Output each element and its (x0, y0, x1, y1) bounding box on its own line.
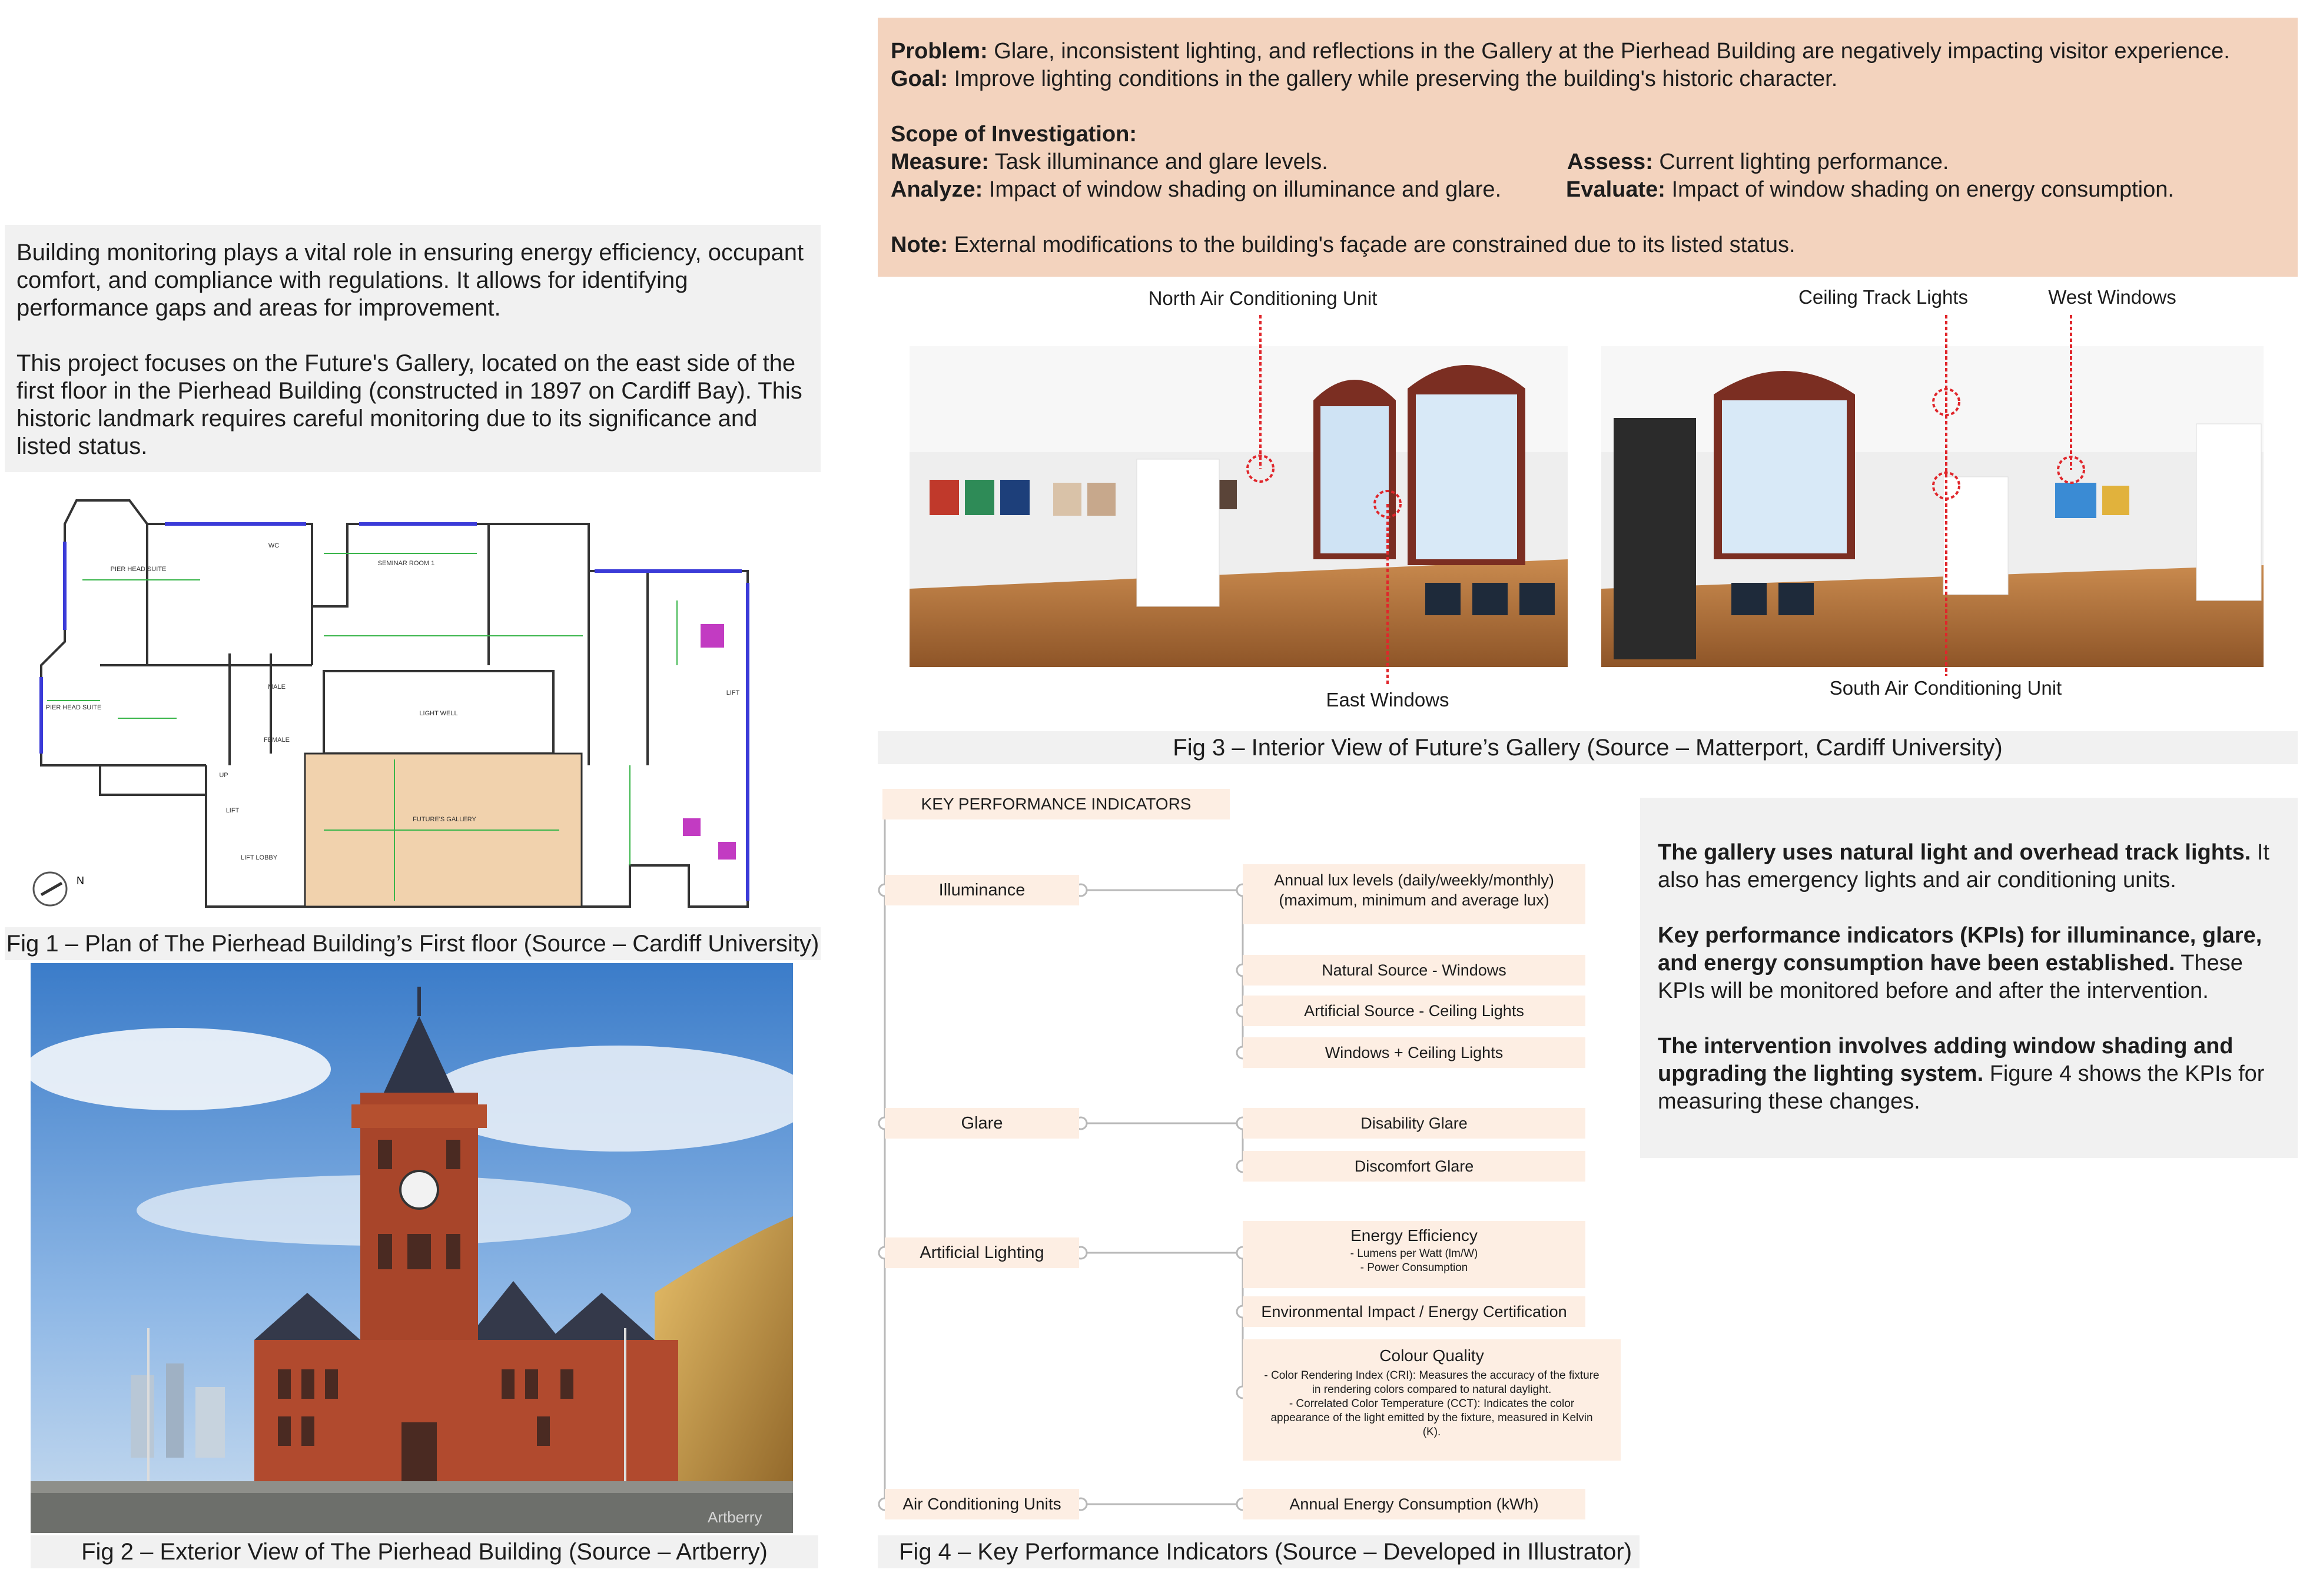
problem-label: Problem: (891, 39, 988, 64)
energy-eff-lumens: - Lumens per Watt (lm/W) (1350, 1247, 1478, 1260)
intro-paragraph-2: This project focuses on the Future's Gallery, located on the east side of the first floor in the Pierhead Building (constructed in 1897 on Cardiff Bay). This historic landmark requires careful monitoring due to its significance and listed status. (16, 350, 802, 459)
kpi-windows-ceiling: Windows + Ceiling Lights (1243, 1037, 1585, 1068)
assess-label: Assess: (1567, 150, 1653, 174)
assess-text: Current lighting performance. (1652, 150, 1949, 174)
plan-label-lift-2: LIFT (726, 689, 740, 696)
label-east-windows: East Windows (1326, 689, 1449, 711)
label-west-windows: West Windows (2048, 286, 2176, 308)
plan-label-seminar-room: SEMINAR ROOM 1 (377, 560, 435, 567)
kpi-glare: Glare (885, 1108, 1079, 1139)
plan-label-lift: LIFT (225, 807, 240, 814)
evaluate-label: Evaluate: (1566, 177, 1665, 202)
analyze-label: Analyze: (891, 177, 983, 202)
interior-panorama-north (910, 346, 1568, 667)
plan-label-pier-head-suite-2: PIER HEAD SUITE (45, 704, 102, 711)
energy-eff-title: Energy Efficiency (1350, 1226, 1478, 1245)
plan-label-lift-lobby: LIFT LOBBY (240, 854, 278, 861)
kpi-discomfort-glare: Discomfort Glare (1243, 1151, 1585, 1182)
kpi-natural-source: Natural Source - Windows (1243, 955, 1585, 986)
goal-label: Goal: (891, 67, 948, 91)
note-paragraph-1: The gallery uses natural light and overhead track lights. It also has emergency lights and air conditioning units. (1658, 840, 2269, 892)
plan-label-pier-head-suite: PIER HEAD SUITE (110, 566, 167, 573)
intro-paragraph-1: Building monitoring plays a vital role in ensuring energy efficiency, occupant comfort, and compliance with regulations. It allows for identifying performance gaps and areas for improvement. (16, 240, 804, 321)
fig4-caption: Fig 4 – Key Performance Indicators (Source – Developed in Illustrator) (878, 1535, 1640, 1568)
plan-label-futures-gallery: FUTURE'S GALLERY (413, 816, 476, 823)
north-label: N (77, 875, 84, 887)
kpi-annual-lux (1243, 864, 1585, 924)
photo-watermark: Artberry (708, 1508, 762, 1526)
measure-text: Task illuminance and glare levels. (988, 150, 1328, 174)
kpi-explanation-panel (1640, 798, 2298, 1158)
kpi-artificial-lighting: Artificial Lighting (885, 1237, 1079, 1268)
measure-label: Measure: (891, 150, 989, 174)
fig3-interior-views (878, 283, 2298, 730)
label-north-ac: North Air Conditioning Unit (1148, 287, 1378, 309)
note-paragraph-3: The intervention involves adding window shading and upgrading the lighting system. Figure 4 shows the KPIs for measuring these changes. (1658, 1034, 2265, 1114)
problem-statement-panel (878, 18, 2298, 277)
note-text: External modifications to the building's façade are constrained due to its listed status. (948, 233, 1796, 257)
fig1-caption: Fig 1 – Plan of The Pierhead Building’s First floor (Source – Cardiff University) (5, 927, 821, 960)
colour-quality-cct: - Correlated Color Temperature (CCT): Indicates the color appearance of the light emitted by the fixture, measured in Kelvin (K). (1270, 1398, 1593, 1438)
kpi-diagram (878, 777, 1640, 1531)
kpi-environmental-impact: Environmental Impact / Energy Certification (1243, 1296, 1585, 1327)
label-south-ac: South Air Conditioning Unit (1829, 677, 2062, 699)
energy-eff-power: - Power Consumption (1360, 1262, 1468, 1274)
pierhead-exterior-photo (31, 963, 793, 1533)
evaluate-text: Impact of window shading on energy consumption. (1665, 177, 2174, 202)
plan-label-up: UP (219, 772, 228, 779)
fig2-caption: Fig 2 – Exterior View of The Pierhead Building (Source – Artberry) (31, 1535, 818, 1568)
kpi-air-conditioning: Air Conditioning Units (885, 1489, 1079, 1519)
kpi-title: KEY PERFORMANCE INDICATORS (882, 789, 1230, 819)
intro-panel (5, 225, 821, 472)
problem-text: Glare, inconsistent lighting, and reflections in the Gallery at the Pierhead Building are negatively impacting visitor experience. (987, 39, 2230, 64)
plan-label-light-well: LIGHT WELL (419, 710, 458, 717)
kpi-artificial-source: Artificial Source - Ceiling Lights (1243, 996, 1585, 1026)
plan-label-female: FEMALE (263, 736, 290, 744)
kpi-illuminance: Illuminance (885, 875, 1079, 905)
annual-lux-line-1: Annual lux levels (daily/weekly/monthly) (1274, 871, 1554, 889)
analyze-text: Impact of window shading on illuminance and glare. (983, 177, 1502, 202)
kpi-energy-efficiency (1243, 1221, 1585, 1288)
plan-label-wc: WC (268, 542, 280, 549)
scope-label: Scope of Investigation: (891, 122, 1137, 147)
note-paragraph-2: Key performance indicators (KPIs) for illuminance, glare, and energy consumption have been established. These KPIs will be monitored before and after the intervention. (1658, 923, 2262, 1003)
kpi-disability-glare: Disability Glare (1243, 1108, 1585, 1139)
floor-plan-drawing (29, 489, 774, 913)
annual-lux-line-2: (maximum, minimum and average lux) (1279, 891, 1549, 909)
plan-label-male: MALE (268, 683, 286, 691)
interior-panorama-south (1601, 346, 2264, 667)
label-ceiling-lights: Ceiling Track Lights (1798, 286, 1968, 308)
colour-quality-title: Colour Quality (1379, 1346, 1484, 1365)
kpi-colour-quality (1243, 1339, 1621, 1461)
kpi-annual-energy: Annual Energy Consumption (kWh) (1243, 1489, 1585, 1519)
note-label: Note: (891, 233, 948, 257)
goal-text: Improve lighting conditions in the gallery while preserving the building's historic character. (948, 67, 1838, 91)
colour-quality-cri: - Color Rendering Index (CRI): Measures the accuracy of the fixture in rendering colors compared to natural daylight. (1264, 1369, 1599, 1396)
fig3-caption: Fig 3 – Interior View of Future’s Gallery (Source – Matterport, Cardiff University) (878, 731, 2298, 764)
